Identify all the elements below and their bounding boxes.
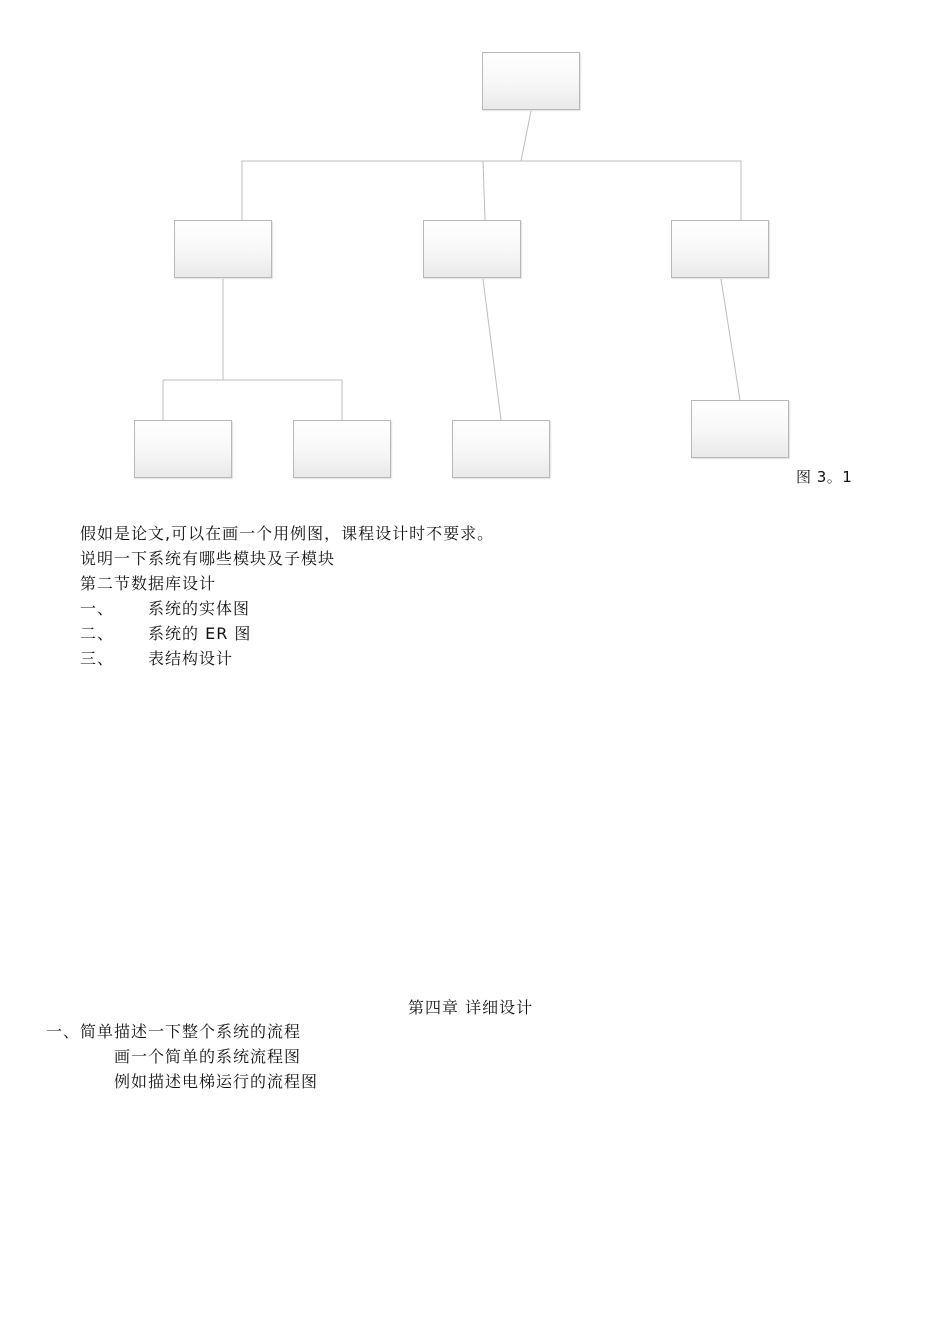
figure-caption: 图 3。1 bbox=[796, 468, 853, 486]
chapter-title: 第四章 详细设计 bbox=[408, 998, 534, 1017]
list-item-2-text: 系统的 ER 图 bbox=[148, 624, 252, 643]
chapter-item-1: 一、简单描述一下整个系统的流程 bbox=[46, 1022, 302, 1041]
module-node-left bbox=[174, 220, 272, 278]
chapter-subitem-1: 画一个简单的系统流程图 bbox=[114, 1047, 302, 1066]
paragraph-use-case-note: 假如是论文,可以在画一个用例图，课程设计时不要求。 bbox=[80, 524, 495, 543]
paragraph-modules-note: 说明一下系统有哪些模块及子模块 bbox=[80, 549, 336, 568]
root-node bbox=[482, 52, 580, 110]
list-item-1-number: 一、 bbox=[80, 599, 115, 618]
list-item-2-number: 二、 bbox=[80, 624, 115, 643]
connector-sub3 bbox=[483, 279, 501, 420]
submodule-node-1 bbox=[134, 420, 232, 478]
submodule-node-4 bbox=[691, 400, 789, 458]
submodule-node-3 bbox=[452, 420, 550, 478]
section-heading-database-design: 第二节数据库设计 bbox=[80, 574, 217, 593]
list-item-3-number: 三、 bbox=[80, 649, 115, 668]
list-item-3-text: 表结构设计 bbox=[148, 649, 234, 668]
connector-sub4 bbox=[721, 279, 740, 400]
connector-middle bbox=[483, 161, 485, 220]
submodule-node-2 bbox=[293, 420, 391, 478]
list-item-1-text: 系统的实体图 bbox=[148, 599, 251, 618]
module-node-right bbox=[671, 220, 769, 278]
module-hierarchy-diagram bbox=[0, 0, 950, 500]
chapter-subitem-2: 例如描述电梯运行的流程图 bbox=[114, 1072, 319, 1091]
connector-root bbox=[521, 111, 531, 161]
module-node-middle bbox=[423, 220, 521, 278]
